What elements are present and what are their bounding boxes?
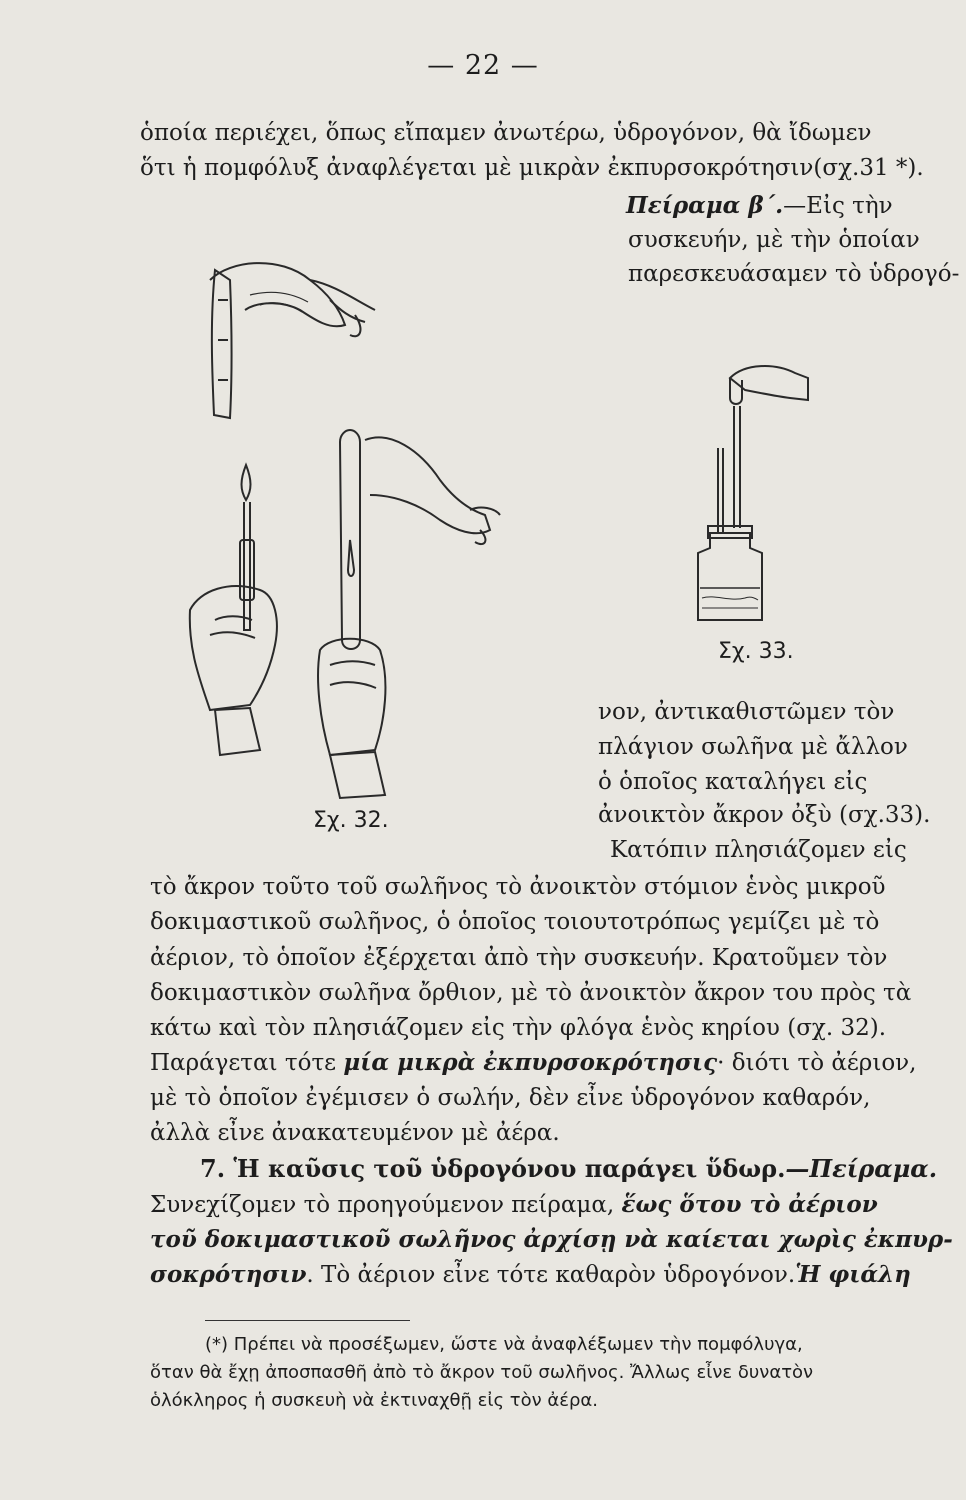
right-column-line-6: ὁ ὁποῖος καταλήγει εἰς: [598, 769, 868, 795]
figure-33-illustration: [690, 358, 820, 633]
section-7-title: 7. Ἡ καῦσις τοῦ ὑδρογόνου παράγει ὕδωρ.: [200, 1154, 786, 1183]
experiment-beta-line: [626, 191, 893, 221]
bottle-apparatus-drawing: [690, 358, 820, 633]
figure-32-illustration: [180, 420, 520, 800]
body-line-8: ἀλλὰ εἶνε ἀνακατευμένον μὲ ἀέρα.: [150, 1120, 560, 1146]
body-line-5: κάτω καὶ τὸν πλησιάζομεν εἰς τὴν φλόγα ἑνὸς κηρίου (σχ. 32).: [150, 1015, 887, 1041]
section-line-1: [150, 1190, 878, 1220]
figure-33-label: Σχ. 33.: [718, 639, 794, 664]
figure-31-illustration: [190, 240, 450, 440]
body-line-7: μὲ τὸ ὁποῖον ἐγέμισεν ὁ σωλήν, δὲν εἶνε ὑδρογόνον καθαρόν,: [150, 1085, 871, 1111]
candle-test-tube-drawing: [180, 420, 520, 800]
section-7-experiment: —Πείραμα.: [785, 1154, 938, 1183]
right-column-line-5: πλάγιον σωλῆνα μὲ ἄλλον: [598, 734, 908, 760]
body-line-4: δοκιμαστικὸν σωλῆνα ὄρθιον, μὲ τὸ ἀνοικτὸν ἄκρον του πρὸς τὰ: [150, 980, 912, 1006]
experiment-line-rest: —Εἰς τὴν: [783, 193, 893, 219]
intro-line-1: ὁποία περιέχει, ὅπως εἴπαμεν ἀνωτέρω, ὑδρογόνον, θὰ ἴδωμεν: [140, 120, 872, 146]
section-line-2-emph: τοῦ δοκιμαστικοῦ σωλῆνος ἀρχίσῃ νὰ καίεται χωρὶς ἐκπυρ-: [150, 1226, 953, 1253]
section-line-2: [150, 1225, 953, 1255]
footnote-line-1: (*) Πρέπει νὰ προσέξωμεν, ὥστε νὰ ἀναφλέξωμεν τὴν πομφόλυγα,: [205, 1334, 803, 1355]
right-column-line-7: ἀνοικτὸν ἄκρον ὀξὺ (σχ.33).: [598, 802, 931, 828]
small-explosion-emphasis: μία μικρὰ ἐκπυρσοκρότησις: [343, 1049, 718, 1076]
section-line-1-emph: ἕως ὅτου τὸ ἀέριον: [621, 1191, 878, 1218]
body-line-2: δοκιμαστικοῦ σωλῆνος, ὁ ὁποῖος τοιουτοτρόπως γεμίζει μὲ τὸ: [150, 909, 880, 935]
figure-32-label: Σχ. 32.: [313, 808, 389, 833]
section-7-heading: [200, 1154, 937, 1184]
body-line-3: ἀέριον, τὸ ὁποῖον ἐξέρχεται ἀπὸ τὴν συσκευήν. Κρατοῦμεν τὸν: [150, 945, 888, 971]
footnote-line-2: ὅταν θὰ ἔχῃ ἀποσπασθῆ ἀπὸ τὸ ἄκρον τοῦ σωλῆνος. Ἄλλως εἶνε δυνατὸν: [150, 1362, 814, 1383]
footnote-rule: [205, 1320, 410, 1321]
footnote-line-3: ὁλόκληρος ἡ συσκευὴ νὰ ἐκτιναχθῇ εἰς τὸν ἀέρα.: [150, 1390, 599, 1411]
page-number: — 22 —: [427, 50, 539, 81]
hand-tube-drawing: [190, 240, 450, 440]
section-line-3-mid: . Τὸ ἀέριον εἶνε τότε καθαρὸν ὑδρογόνον.: [306, 1262, 796, 1288]
body-line-6-post: · διότι τὸ ἀέριον,: [717, 1050, 917, 1076]
section-line-3-emph: σοκρότησιν: [150, 1261, 307, 1288]
intro-line-2: ὅτι ἡ πομφόλυξ ἀναφλέγεται μὲ μικρὰν ἐκπυρσοκρότησιν(σχ.31 *).: [140, 155, 924, 181]
body-line-1: τὸ ἄκρον τοῦτο τοῦ σωλῆνος τὸ ἀνοικτὸν στόμιον ἑνὸς μικροῦ: [150, 874, 886, 900]
right-column-line-8: Κατόπιν πλησιάζομεν εἰς: [610, 837, 907, 863]
body-line-6: [150, 1048, 916, 1078]
right-column-line-4: νον, ἀντικαθιστῶμεν τὸν: [598, 699, 895, 725]
section-line-3-tail: Ἡ φιάλη: [795, 1261, 911, 1288]
experiment-label: Πείραμα β΄.: [626, 192, 784, 219]
right-column-line-3: παρεσκευάσαμεν τὸ ὑδρογό-: [628, 261, 960, 287]
section-line-1-pre: Συνεχίζομεν τὸ προηγούμενον πείραμα,: [150, 1192, 622, 1218]
section-line-3: [150, 1260, 911, 1290]
body-line-6-pre: Παράγεται τότε: [150, 1050, 344, 1076]
right-column-line-2: συσκευήν, μὲ τὴν ὁποίαν: [628, 227, 920, 253]
